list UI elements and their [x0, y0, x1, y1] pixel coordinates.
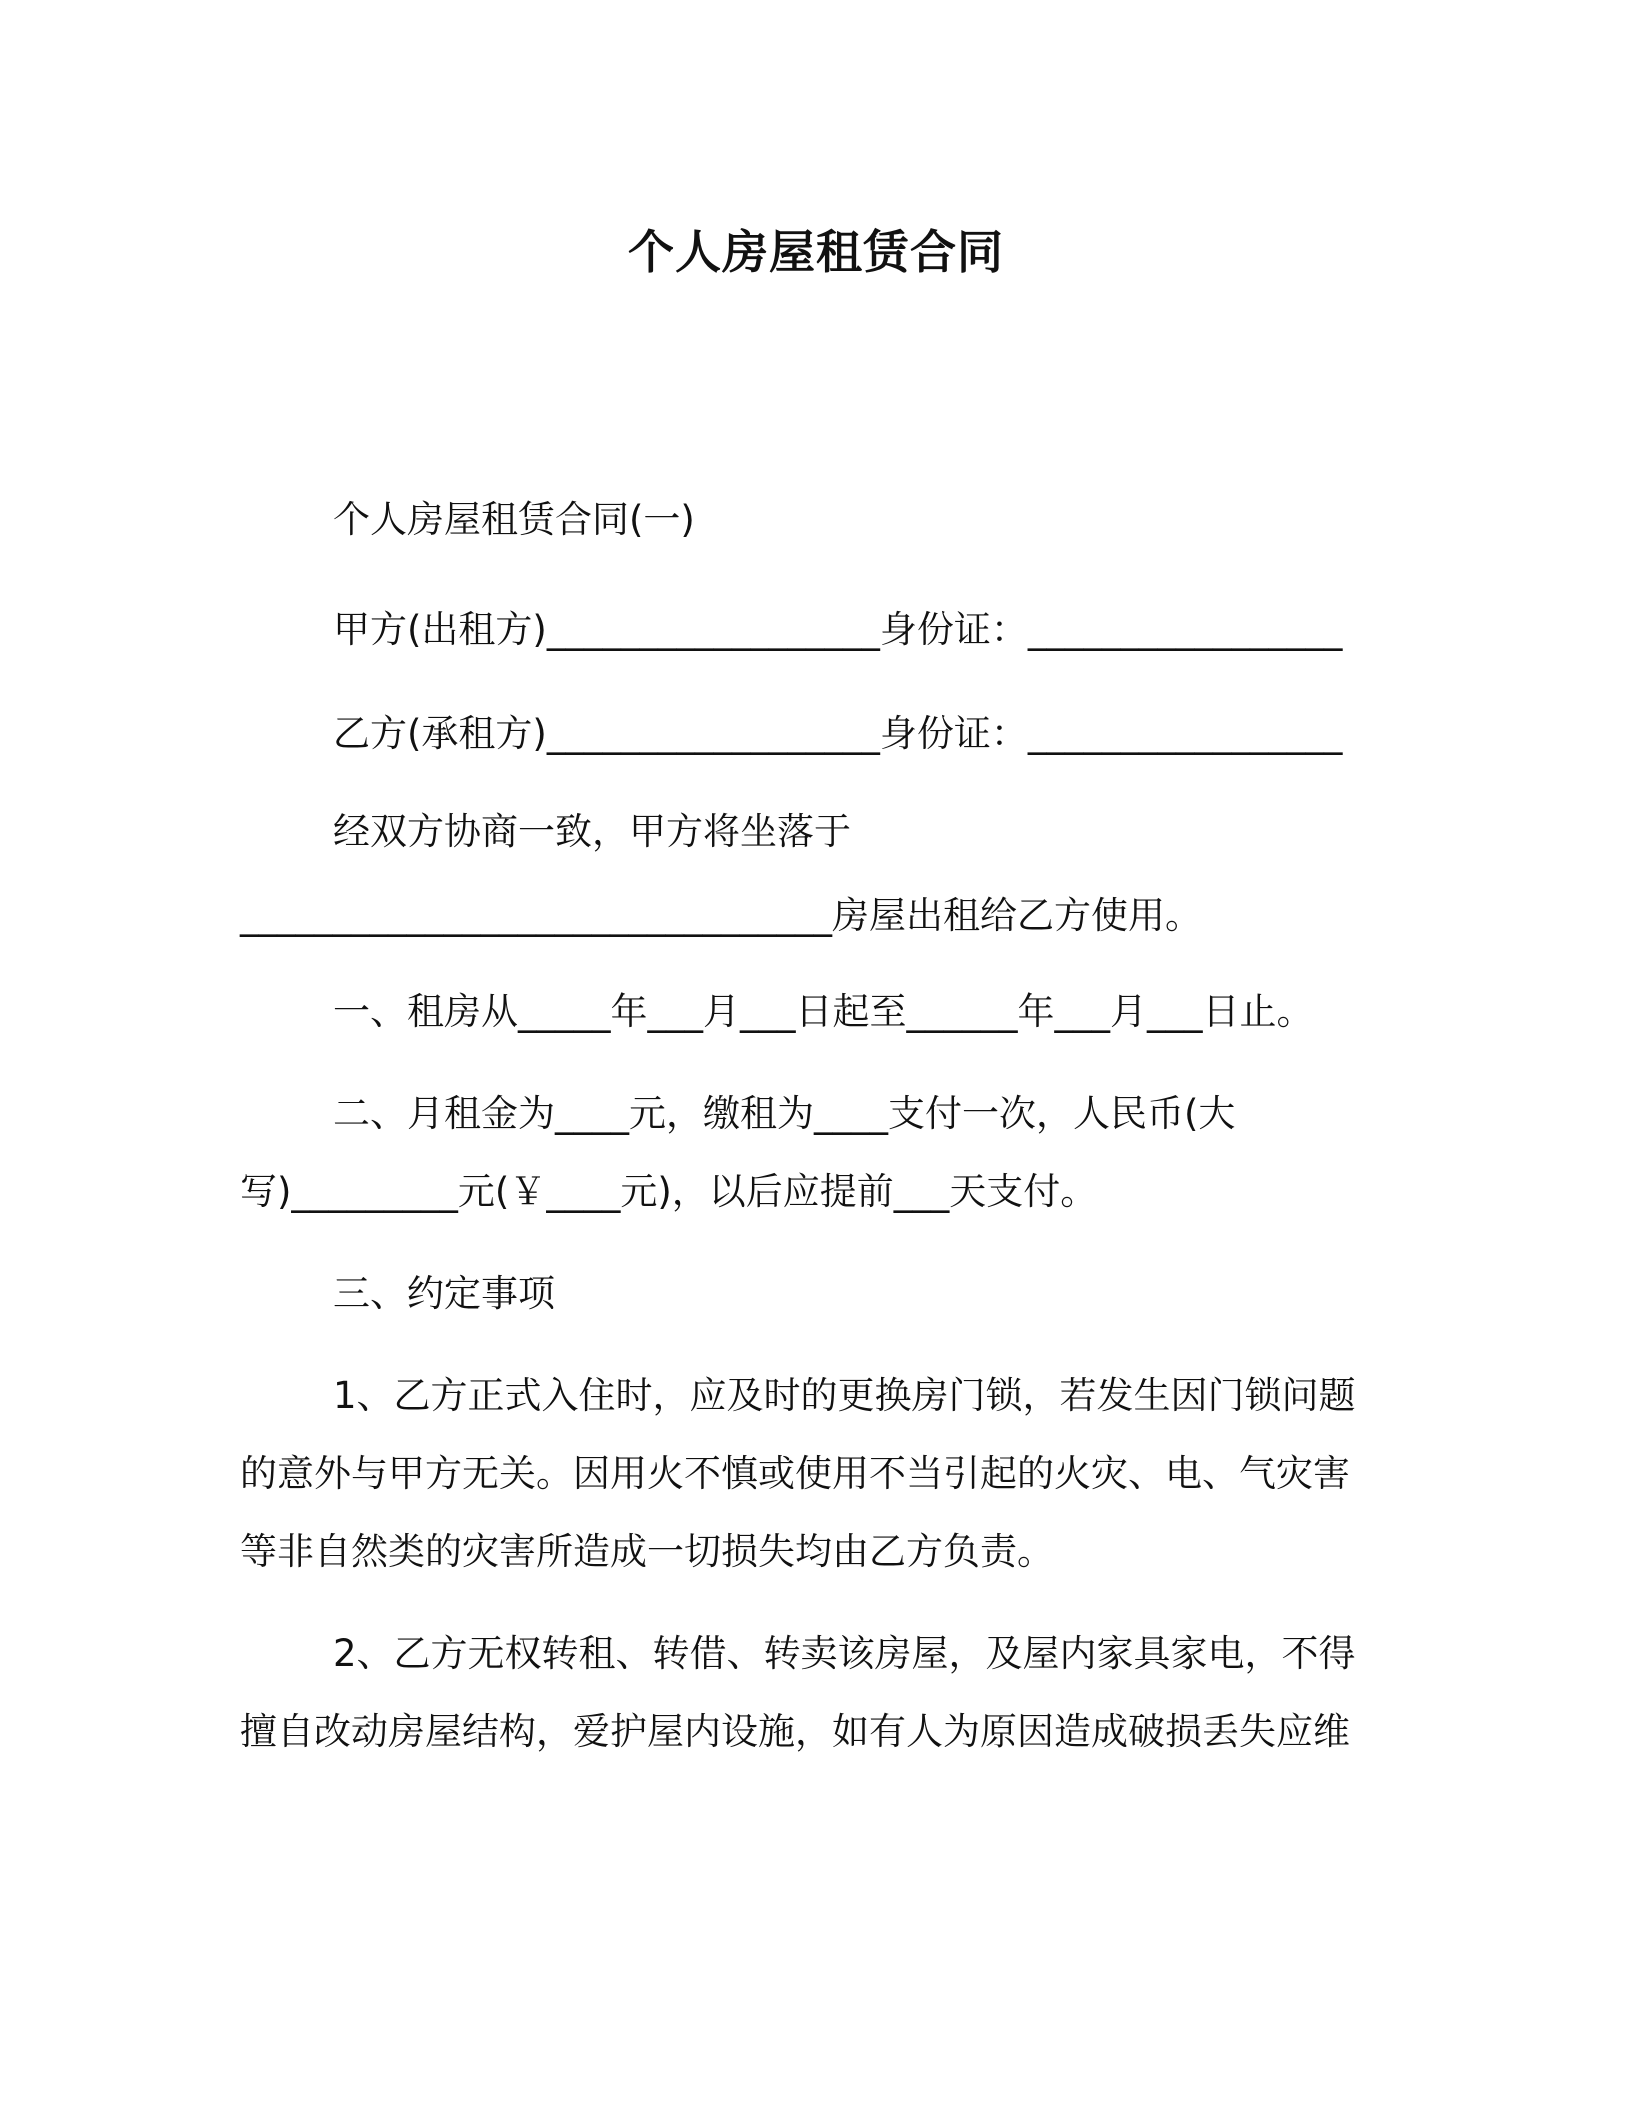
clause-2-rent-cont: 写)_________元(￥____元)，以后应提前___天支付。: [240, 1170, 1098, 1213]
item-2-line-1: 2、乙方无权转租、转借、转卖该房屋，及屋内家具家电，不得: [333, 1632, 1356, 1675]
clause-2-rent: 二、月租金为____元，缴租为____支付一次，人民币(大: [333, 1092, 1236, 1135]
party-a-line: 甲方(出租方)__________________身份证：_________________: [333, 608, 1343, 651]
item-1-line-2: 的意外与甲方无关。因用火不慎或使用不当引起的火灾、电、气灾害: [240, 1452, 1350, 1495]
item-1-line-3: 等非自然类的灾害所造成一切损失均由乙方负责。: [240, 1530, 1054, 1573]
document-title: 个人房屋租赁合同: [628, 225, 1004, 279]
item-2-line-2: 擅自改动房屋结构，爱护屋内设施，如有人为原因造成破损丢失应维: [240, 1710, 1350, 1753]
party-b-line: 乙方(承租方)__________________身份证：_________________: [333, 712, 1343, 755]
contract-subtitle: 个人房屋租赁合同(一): [333, 498, 695, 541]
agreement-line: 经双方协商一致，甲方将坐落于: [333, 810, 851, 853]
clause-1-term: 一、租房从_____年___月___日起至______年___月___日止。: [333, 990, 1314, 1033]
property-location-line: ________________________________房屋出租给乙方使用。: [240, 894, 1202, 937]
item-1-line-1: 1、乙方正式入住时，应及时的更换房门锁，若发生因门锁问题: [333, 1374, 1356, 1417]
clause-3-heading: 三、约定事项: [333, 1272, 555, 1315]
